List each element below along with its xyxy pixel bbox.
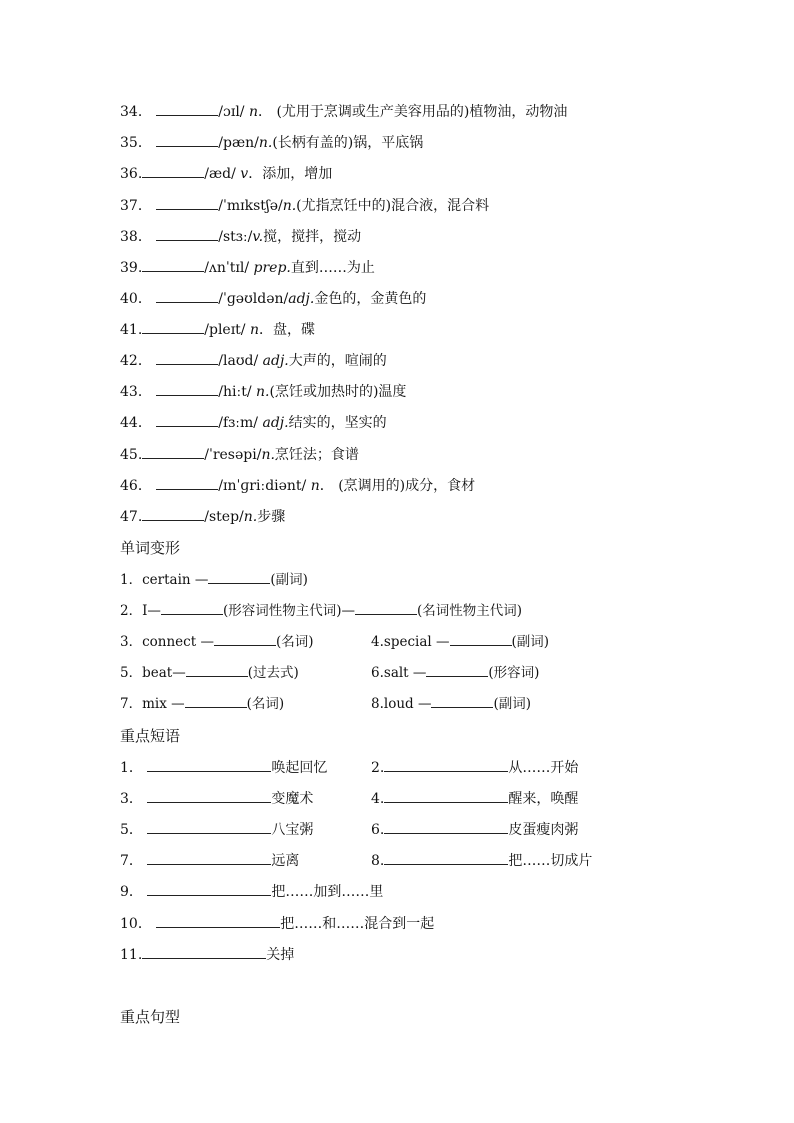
part-of-speech: n.: [243, 509, 258, 525]
meaning: 添加，增加: [262, 166, 333, 182]
vocab-item: [120, 256, 375, 278]
answer-blank: [142, 505, 204, 521]
item-number: 40．: [120, 291, 152, 307]
answer-blank: [156, 474, 218, 490]
phonetic: /ˈresəpi/: [204, 447, 262, 463]
vocab-item: [120, 443, 359, 465]
section-heading-key-sentences: 重点句型: [120, 1008, 181, 1026]
meaning: (长柄有盖的)锅，平底锅: [272, 135, 424, 151]
vocab-item: [120, 349, 387, 371]
phrase-item: 4. 醒来，唤醒: [371, 787, 578, 809]
answer-blank: [142, 443, 204, 459]
answer-blank: [156, 411, 218, 427]
part-of-speech: n.: [258, 135, 273, 151]
meaning: 金色的，金黄色的: [314, 291, 427, 307]
answer-blank: [156, 349, 218, 365]
item-number: 44．: [120, 415, 152, 431]
answer-blank: [384, 787, 508, 803]
vocab-item: [120, 225, 361, 247]
vocab-item: [120, 411, 387, 433]
form-item: 3．connect — (名词): [120, 630, 314, 652]
phonetic: /ɔɪl/: [218, 104, 245, 120]
answer-blank: [156, 380, 218, 396]
meaning: (尤指烹饪中的)混合液，混合料: [296, 198, 490, 214]
phonetic: /ˈɡəʊldən/: [218, 291, 289, 307]
item-number: 47.: [120, 509, 143, 525]
phrase-item: 11. 关掉: [120, 943, 294, 965]
answer-blank: [384, 818, 508, 834]
part-of-speech: n: [248, 104, 258, 120]
phonetic: /step/: [204, 509, 244, 525]
part-of-speech: n.: [256, 384, 270, 400]
answer-blank: [147, 880, 271, 896]
phonetic: /ɪnˈɡriːdiənt/: [218, 478, 307, 494]
part-of-speech: n: [249, 322, 260, 338]
answer-blank: [142, 256, 204, 272]
answer-blank: [431, 692, 493, 708]
item-number: 34．: [120, 104, 152, 120]
phrase-item: 7． 远离: [120, 849, 299, 871]
item-number: 35．: [120, 135, 152, 151]
answer-blank: [147, 787, 271, 803]
meaning: 结实的，坚实的: [288, 415, 387, 431]
answer-blank: [147, 849, 271, 865]
phrase-item: 8. 把……切成片: [371, 849, 592, 871]
item-number: 36.: [120, 166, 143, 182]
item-number: 45.: [120, 447, 143, 463]
form-item: 4.special — (副词): [371, 630, 549, 652]
meaning: (尤用于烹调或生产美容用品的)植物油，动物油: [276, 104, 568, 120]
answer-blank: [142, 318, 204, 334]
phonetic: /laʊd/: [218, 353, 259, 369]
answer-blank: [156, 225, 218, 241]
answer-blank: [185, 692, 247, 708]
item-number: 38．: [120, 229, 152, 245]
answer-blank: [142, 162, 204, 178]
form-item: 1．certain — (副词): [120, 568, 308, 590]
answer-blank: [208, 568, 270, 584]
meaning: 步骤: [257, 509, 286, 525]
meaning: 盘，碟: [273, 322, 316, 338]
answer-blank: [214, 630, 276, 646]
item-number: 43．: [120, 384, 152, 400]
answer-blank: [355, 599, 417, 615]
form-item: 2．I— (形容词性物主代词)— (名词性物主代词): [120, 599, 522, 621]
phrase-item: 9． 把……加到……里: [120, 880, 383, 902]
meaning: 烹饪法；食谱: [274, 447, 359, 463]
meaning: 直到……为止: [290, 260, 375, 276]
meaning: (烹饪或加热时的)温度: [269, 384, 407, 400]
answer-blank: [161, 599, 223, 615]
answer-blank: [156, 287, 218, 303]
item-number: 37．: [120, 198, 152, 214]
part-of-speech: n.: [282, 198, 297, 214]
meaning: 搅，搅拌，搅动: [263, 229, 362, 245]
answer-blank: [147, 818, 271, 834]
part-of-speech: v.: [252, 229, 264, 245]
phrase-item: 5． 八宝粥: [120, 818, 313, 840]
part-of-speech: adj.: [288, 291, 315, 307]
item-number: 41.: [120, 322, 143, 338]
form-item: 6.salt — (形容词): [371, 661, 539, 683]
phrase-item: 1． 唤起回忆: [120, 756, 327, 778]
phonetic: /pleɪt/: [204, 322, 246, 338]
part-of-speech: v: [240, 166, 249, 182]
phonetic: /ˈmɪkstʃə/: [218, 198, 283, 214]
phonetic: /hiːt/: [218, 384, 252, 400]
meaning: (烹调用的)成分，食材: [338, 478, 476, 494]
form-item: 8.loud — (副词): [371, 692, 531, 714]
answer-blank: [426, 661, 488, 677]
item-number: 42．: [120, 353, 152, 369]
section-heading-word-forms: 单词变形: [120, 539, 181, 557]
phrase-item: 3． 变魔术: [120, 787, 313, 809]
phonetic: /ʌnˈtɪl/: [204, 260, 250, 276]
item-number: 39.: [120, 260, 143, 276]
phrase-item: 6. 皮蛋瘦肉粥: [371, 818, 578, 840]
vocab-item: 34． /ɔɪl/ n． (尤用于烹调或生产美容用品的)植物油，动物油: [120, 100, 567, 122]
part-of-speech: n.: [261, 447, 275, 463]
section-heading-key-phrases: 重点短语: [120, 727, 181, 745]
vocab-item: [120, 131, 423, 153]
vocab-item: 36. /æd/ v．添加，增加: [120, 162, 332, 184]
item-number: 46．: [120, 478, 152, 494]
answer-blank: [156, 912, 280, 928]
vocab-item: [120, 287, 426, 309]
part-of-speech: adj.: [262, 353, 289, 369]
phonetic: /æd/: [204, 166, 236, 182]
phonetic: /pæn/: [218, 135, 259, 151]
phonetic: /stɜː/: [218, 229, 253, 245]
vocab-item: [120, 194, 489, 216]
form-item: 7．mix — (名词): [120, 692, 284, 714]
answer-blank: [450, 630, 512, 646]
part-of-speech: adj.: [262, 415, 289, 431]
meaning: 大声的，喧闹的: [288, 353, 387, 369]
vocab-item: [120, 380, 406, 402]
form-item: 5．beat— (过去式): [120, 661, 299, 683]
answer-blank: [147, 756, 271, 772]
answer-blank: [186, 661, 248, 677]
phrase-item: 2. 从……开始: [371, 756, 578, 778]
answer-blank: [156, 100, 218, 116]
answer-blank: [384, 756, 508, 772]
answer-blank: [384, 849, 508, 865]
part-of-speech: n: [310, 478, 320, 494]
phrase-item: 10． 把……和……混合到一起: [120, 912, 434, 934]
phonetic: /fɜːm/: [218, 415, 259, 431]
answer-blank: [142, 943, 266, 959]
part-of-speech: prep.: [253, 260, 291, 276]
answer-blank: [156, 131, 218, 147]
vocab-item: 46． /ɪnˈɡriːdiənt/ n． (烹调用的)成分，食材: [120, 474, 475, 496]
answer-blank: [156, 194, 218, 210]
vocab-item: [120, 505, 285, 527]
vocab-item: 41. /pleɪt/ n．盘，碟: [120, 318, 315, 340]
